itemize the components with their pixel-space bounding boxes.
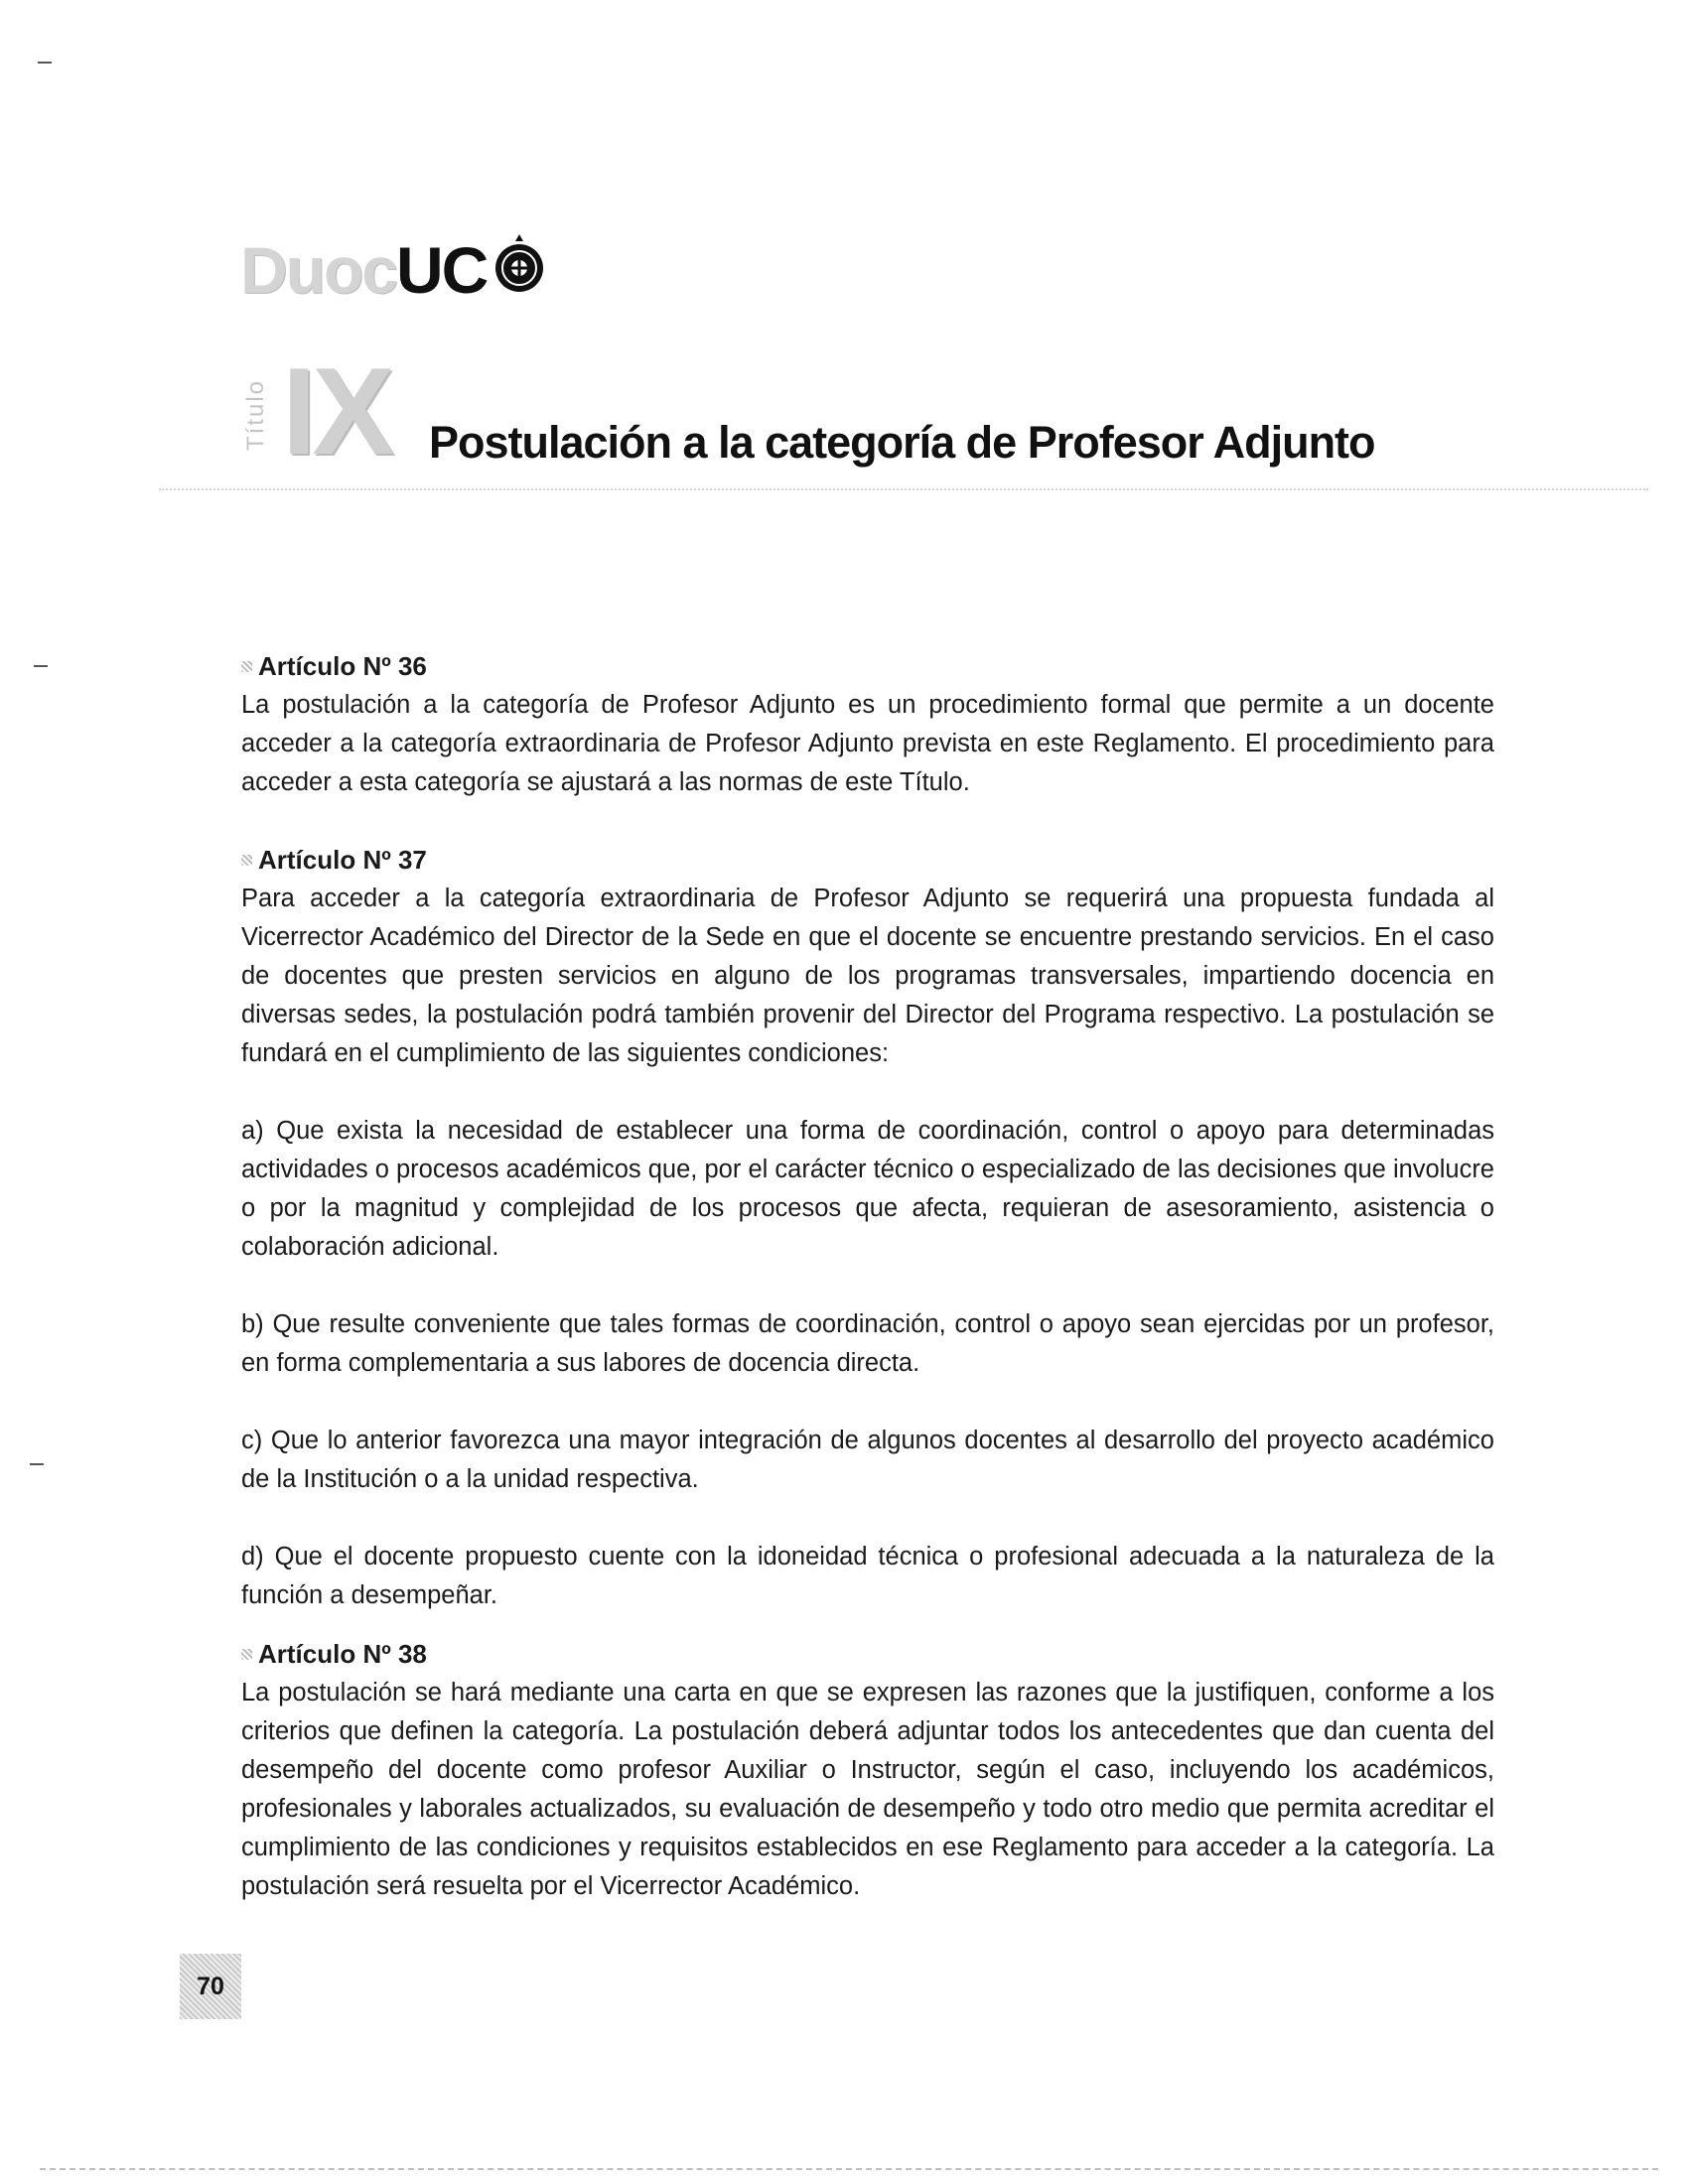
- logo-uc-text: UC: [396, 233, 488, 307]
- condition-b: b) Que resulte conveniente que tales formas de coordinación, control o apoyo sean ejercidas por un profesor, en forma complementaria a sus labores de docencia directa.: [241, 1310, 1494, 1377]
- article-heading: [241, 841, 1494, 880]
- article-36: [241, 647, 1494, 802]
- article-paragraph: La postulación se hará mediante una carta en que se expresen las razones que la justifiquen, conforme a los criterios que definen la categoría. La postulación deberá adjuntar todos los antecedentes que dan cuenta del desempeño del docente como profesor Auxiliar o Instructor, según el caso, incluyendo los académicos, profesionales y laborales actualizados, su evaluación de desempeño y todo otro medio que permita acreditar el cumplimiento de las condiciones y requisitos establecidos en ese Reglamento para acceder a la categoría. La postulación será resuelta por el Vicerrector Académico.: [241, 1679, 1494, 1900]
- margin-mark: [30, 1463, 44, 1465]
- article-heading: [241, 1635, 1494, 1674]
- article-paragraph: La postulación a la categoría de Profesor Adjunto es un procedimiento formal que permite a un docente acceder a la categoría extraordinaria de Profesor Adjunto prevista en este Reglamento. El procedimiento para acceder a esta categoría se ajustará a las normas de este Título.: [241, 691, 1494, 796]
- section-roman-numeral: IX: [282, 343, 391, 480]
- section-vertical-label: Título: [242, 378, 269, 451]
- scan-edge-line: [40, 2168, 1658, 2170]
- article-38: [241, 1635, 1494, 1906]
- bullet-icon: [241, 661, 252, 672]
- condition-a: a) Que exista la necesidad de establecer una forma de coordinación, control o apoyo para determinadas actividades o procesos académicos que, por el carácter técnico o especializado de las decisiones que involucre o por la magnitud y complejidad de los procesos que afecta, requieran de asesoramiento, asistencia o colaboración adicional.: [241, 1117, 1494, 1261]
- article-37: [241, 841, 1494, 1615]
- article-heading-text: Artículo Nº 38: [258, 1639, 427, 1669]
- article-heading: [241, 647, 1494, 686]
- page-number: 70: [180, 1954, 241, 2019]
- page-title: Postulación a la categoría de Profesor Adjunto: [429, 417, 1375, 468]
- university-seal-icon: [489, 232, 550, 294]
- bullet-icon: [241, 1649, 252, 1660]
- article-heading-text: Artículo Nº 36: [258, 651, 427, 681]
- title-divider: [159, 488, 1648, 490]
- section-number-block: [242, 343, 391, 480]
- margin-mark: [38, 62, 52, 64]
- article-paragraph: Para acceder a la categoría extraordinaria de Profesor Adjunto se requerirá una propuesta fundada al Vicerrector Académico del Director de la Sede en que el docente se encuentre prestando servicios. En el caso de docentes que presten servicios en alguno de los programas transversales, impartiendo docencia en diversas sedes, la postulación podrá también provenir del Director del Programa respectivo. La postulación se fundará en el cumplimiento de las siguientes condiciones:: [241, 885, 1494, 1067]
- duoc-uc-logo: [240, 230, 550, 310]
- condition-d: d) Que el docente propuesto cuente con la idoneidad técnica o profesional adecuada a la naturaleza de la función a desempeñar.: [241, 1543, 1494, 1609]
- logo-duoc-text: Duoc: [240, 233, 396, 307]
- bullet-icon: [241, 855, 252, 866]
- document-body: [241, 647, 1494, 1906]
- article-heading-text: Artículo Nº 37: [258, 845, 427, 875]
- condition-c: c) Que lo anterior favorezca una mayor integración de algunos docentes al desarrollo del proyecto académico de la Institución o a la unidad respectiva.: [241, 1427, 1494, 1493]
- margin-mark: [34, 665, 48, 667]
